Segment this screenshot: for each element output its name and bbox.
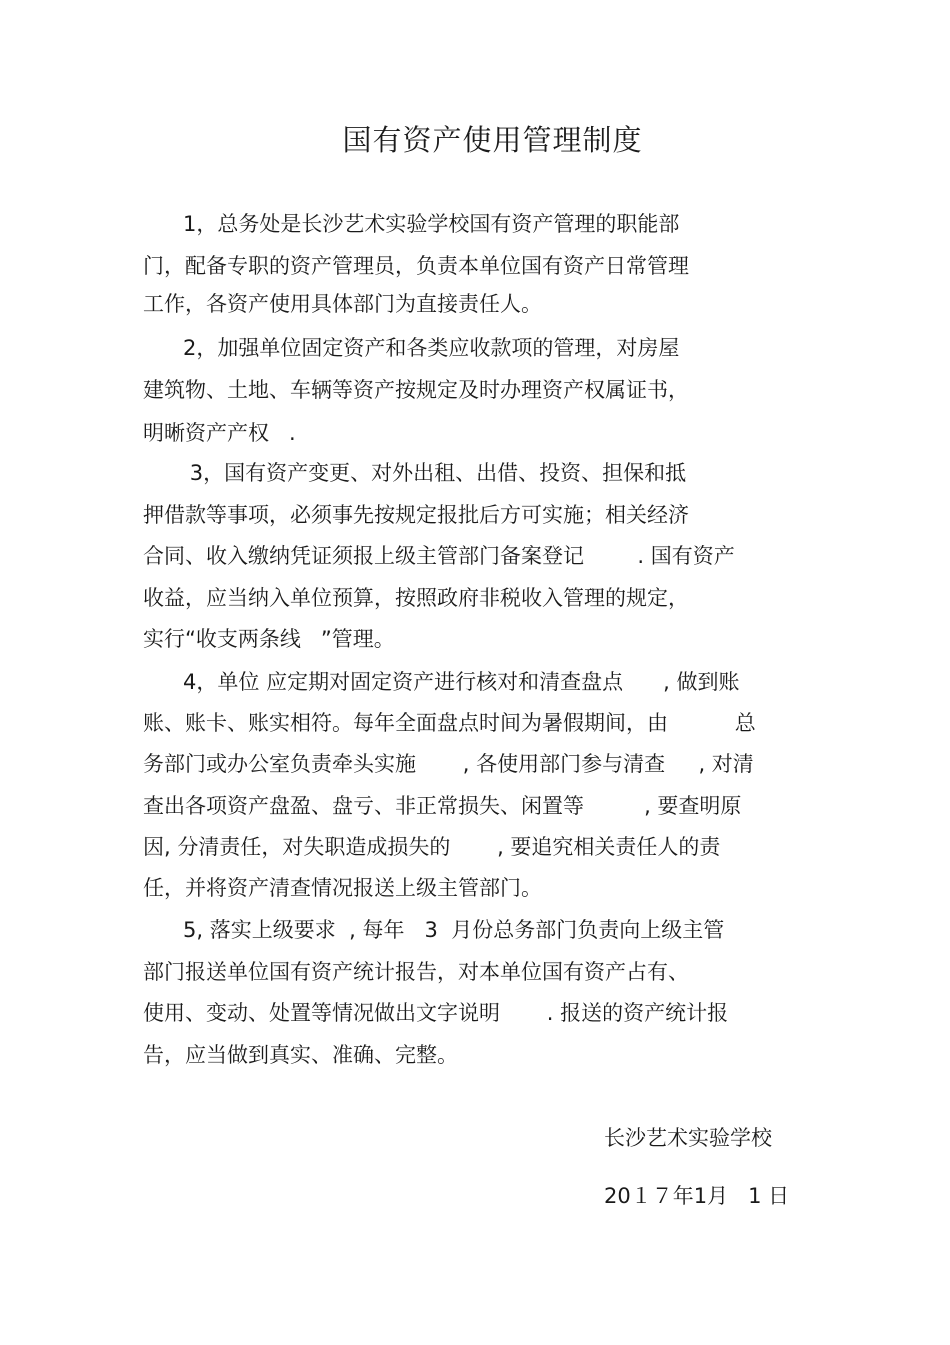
body-line: 因, 分清责任，对失职造成损失的 , 要追究相关责任人的责: [143, 835, 721, 859]
body-line: 告，应当做到真实、准确、完整。: [143, 1043, 458, 1067]
body-line: 合同、收入缴纳凭证须报上级主管部门备案登记 . 国有资产: [143, 544, 735, 568]
body-line: 押借款等事项，必须事先按规定报批后方可实施；相关经济: [143, 503, 689, 527]
body-line: 3，国有资产变更、对外出租、出借、投资、担保和抵: [143, 461, 687, 485]
body-line: 收益，应当纳入单位预算，按照政府非税收入管理的规定，: [143, 586, 689, 610]
body-line: 任，并将资产清查情况报送上级主管部门。: [143, 876, 542, 900]
body-line: 工作，各资产使用具体部门为直接责任人。: [143, 292, 542, 316]
body-line: 部门报送单位国有资产统计报告，对本单位国有资产占有、: [143, 960, 689, 984]
body-line: 5, 落实上级要求 , 每年 3 月份总务部门负责向上级主管: [143, 918, 725, 942]
body-line: 1，总务处是长沙艺术实验学校国有资产管理的职能部: [143, 212, 680, 236]
body-line: 务部门或办公室负责牵头实施 , 各使用部门参与清查 , 对清: [143, 752, 754, 776]
body-line: 4，单位 应定期对固定资产进行核对和清查盘点 , 做到账: [143, 670, 740, 694]
body-line: 实行“收支两条线 ”管理。: [143, 627, 395, 651]
body-line: 使用、变动、处置等情况做出文字说明 . 报送的资产统计报: [143, 1001, 729, 1025]
body-line: 账、账卡、账实相符。每年全面盘点时间为暑假期间，由 总: [143, 711, 756, 735]
signature-date: 20１７年1月 1 日: [604, 1184, 790, 1208]
document-title: 国有资产使用管理制度: [342, 123, 643, 157]
body-line: 2，加强单位固定资产和各类应收款项的管理，对房屋: [143, 336, 680, 360]
body-line: 明晰资产产权 .: [143, 421, 296, 445]
signature-organization: 长沙艺术实验学校: [604, 1126, 772, 1150]
body-line: 门，配备专职的资产管理员，负责本单位国有资产日常管理: [143, 254, 689, 278]
body-line: 建筑物、土地、车辆等资产按规定及时办理资产权属证书，: [143, 378, 689, 402]
body-line: 查出各项资产盘盈、盘亏、非正常损失、闲置等 , 要查明原: [143, 794, 742, 818]
